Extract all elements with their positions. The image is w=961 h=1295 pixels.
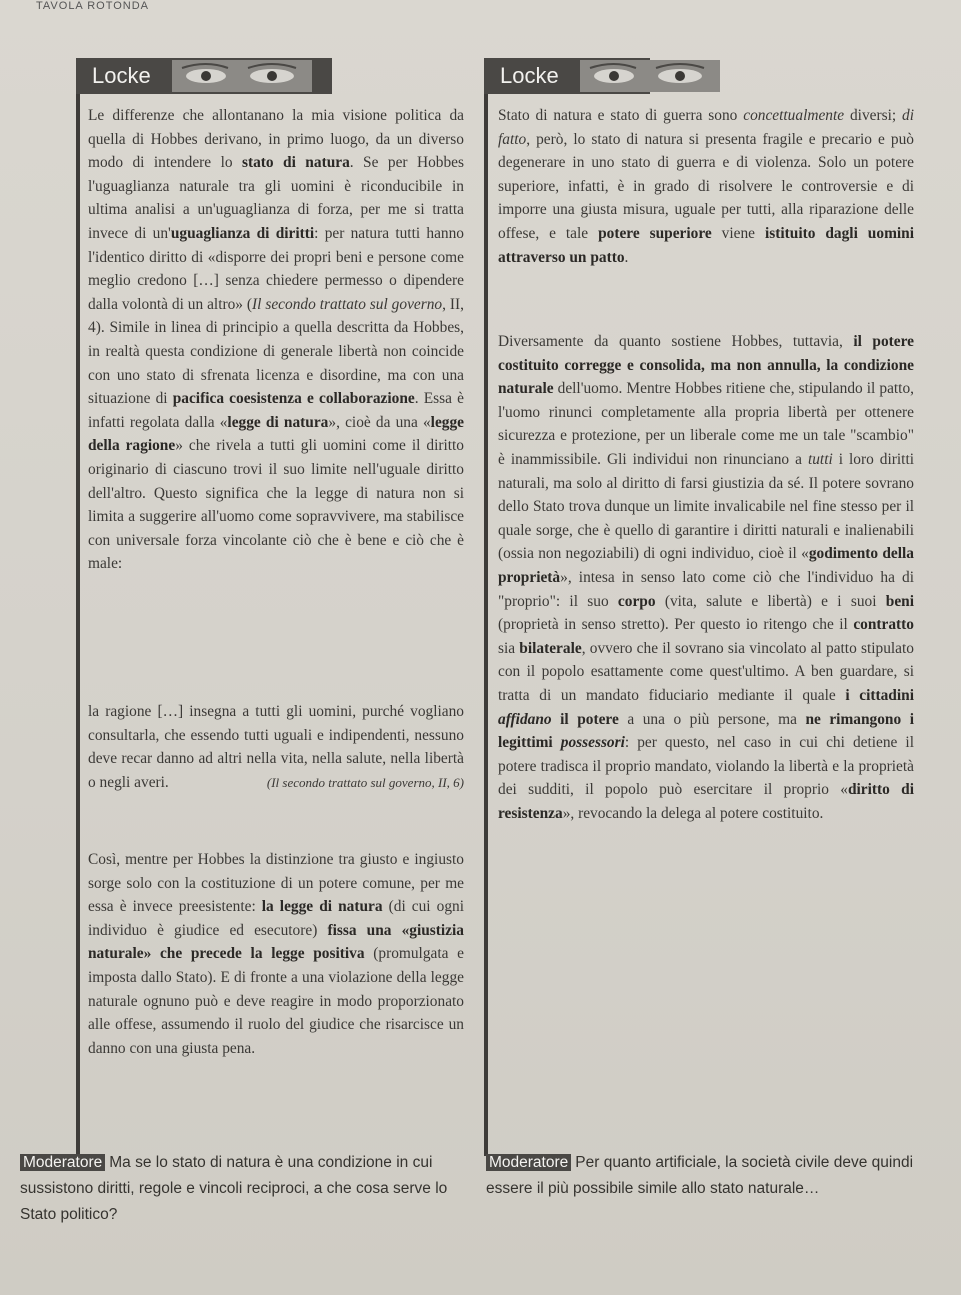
right-column [484,58,915,822]
right-banner-title: Locke [500,63,559,88]
right-paragraph-1: Stato di natura e stato di guerra sono concettualmente diversi; di fatto, però, lo stato di natura si presenta fragile e precario e può degenerare in uno stato di guerra e di violenza. Solo un potere superiore, infatti, è in grado di risolvere le controversie e di imporre una giusta misura, uguale per tutti, alla riparazione delle offese, e tale potere superiore viene istituito dagli uomini attraverso un patto. [498,107,914,266]
left-column-rule [76,94,80,1156]
moderator-right [486,1150,938,1202]
right-paragraph-2: Diversamente da quanto sostiene Hobbes, tuttavia, il potere costituito corregge e consolida, ma non annulla, la condizione naturale dell'uomo. Mentre Hobbes ritiene che, stipulando il patto, l'uomo rinunci completamente alla propria libertà per ottenere sicurezza e protezione, per un liberale come me un tale "scambio" è inammissibile. Gli individui non rinunciano a tutti i loro diritti naturali, ma solo al diritto di farsi giustizia da sé. Il potere sovrano dello Stato trova dunque un limite invalicabile nel fine stesso per il quale sorge, che è quello di garantire i diritti naturali e inalienabili (ossia non negoziabili) di ogni individuo, cioè il «godimento della proprietà», intesa in senso lato come ciò che l'individuo ha di "proprio": il suo corpo (vita, salute e libertà) e i suoi beni (proprietà in senso stretto). Per questo io ritengo che il contratto sia bilaterale, ovvero che il sovrano sia vincolato al patto stipulato con il popolo esattamente come quest'ultimo. A ben guardare, si tratta di un mandato fiduciario mediante il quale i cittadini affidano il potere a una o più persone, ma ne rimangono i legittimi possessori: per questo, nel caso in cui chi detiene il potere tradisca il proprio mandato, violando la libertà e la proprietà dei sudditi, il popolo può esercitare il proprio «diritto di resistenza», revocando la delega al potere costituito. [498,333,915,822]
left-quote [88,700,464,795]
left-paragraph-1: Le differenze che allontanano la mia visione politica da quella di Hobbes derivano, in primo luogo, da un diverso modo di intendere lo stato di natura. Se per Hobbes l'uguaglianza naturale tra gli uomini è riconducibile in ultima analisi a un'uguaglianza di forza, per me si tratta invece di un'uguaglianza di diritti: per natura tutti hanno l'identico diritto di «disporre dei propri beni e persone come meglio credono […] senza chiedere permesso o dipendere dalla volontà di un altro» (Il secondo trattato sul governo, II, 4). Simile in linea di principio a quella descritta da Hobbes, in realtà questa condizione di generale libertà non coincide con uno stato di sfrenata licenza e disordine, ma con una situazione di pacifica coesistenza e collaborazione. Essa è infatti regolata dalla «legge di natura», cioè da una «legge della ragione» che rivela a tutti gli uomini come il diritto originario di ciascuno trovi il suo limite nell'uguale diritto dell'altro. Questo significa che la legge di natura non si limita a suggerire all'uomo come sopravvivere, ma stabilisce con universale forza vincolante ciò che è bene e ciò che è male: [88,107,465,573]
moderator-text: Ma se lo stato di natura è una condizione in cui sussistono diritti, regole e vincoli reciproci, a che cosa serve lo Stato politico? [20,1154,448,1223]
left-paragraph-2: Così, mentre per Hobbes la distinzione tra giusto e ingiusto sorge solo con la costituzione di un potere comune, per me essa è invece preesistente: la legge di natura (di cui ogni individuo è giudice ed esecutore) fissa una «giustizia naturale» che precede la legge positiva (promulgata e imposta dallo Stato). E di fronte a una violazione della legge naturale ognuno può e deve reagire in modo proporzionato alle offese, assumendo il ruolo del giudice che risarcisce un danno con una giusta pena. [88,851,464,1057]
left-banner-title: Locke [92,63,151,88]
quote-citation: (Il secondo trattato sul governo, II, 6) [266,775,464,791]
moderator-tag: Moderatore [20,1154,105,1171]
eyes-portrait-icon [580,60,720,92]
eyes-portrait-icon [172,60,312,92]
quote-text: la ragione […] insegna a tutti gli uomini, purché vogliano consultarla, che essendo tutti uguali e indipendenti, nessuno deve recar danno ad altri nella vita, nella salute, nella libertà o negli averi. [88,703,464,791]
moderator-text: Per quanto artificiale, la società civile deve quindi essere il più possibile simile allo stato naturale… [486,1154,914,1197]
right-column-rule [484,94,488,1156]
moderator-left [20,1150,468,1228]
right-banner [484,58,650,94]
moderator-tag: Moderatore [486,1154,571,1171]
left-banner [76,58,332,94]
left-column [62,58,465,1057]
running-head: TAVOLA ROTONDA [36,0,150,12]
